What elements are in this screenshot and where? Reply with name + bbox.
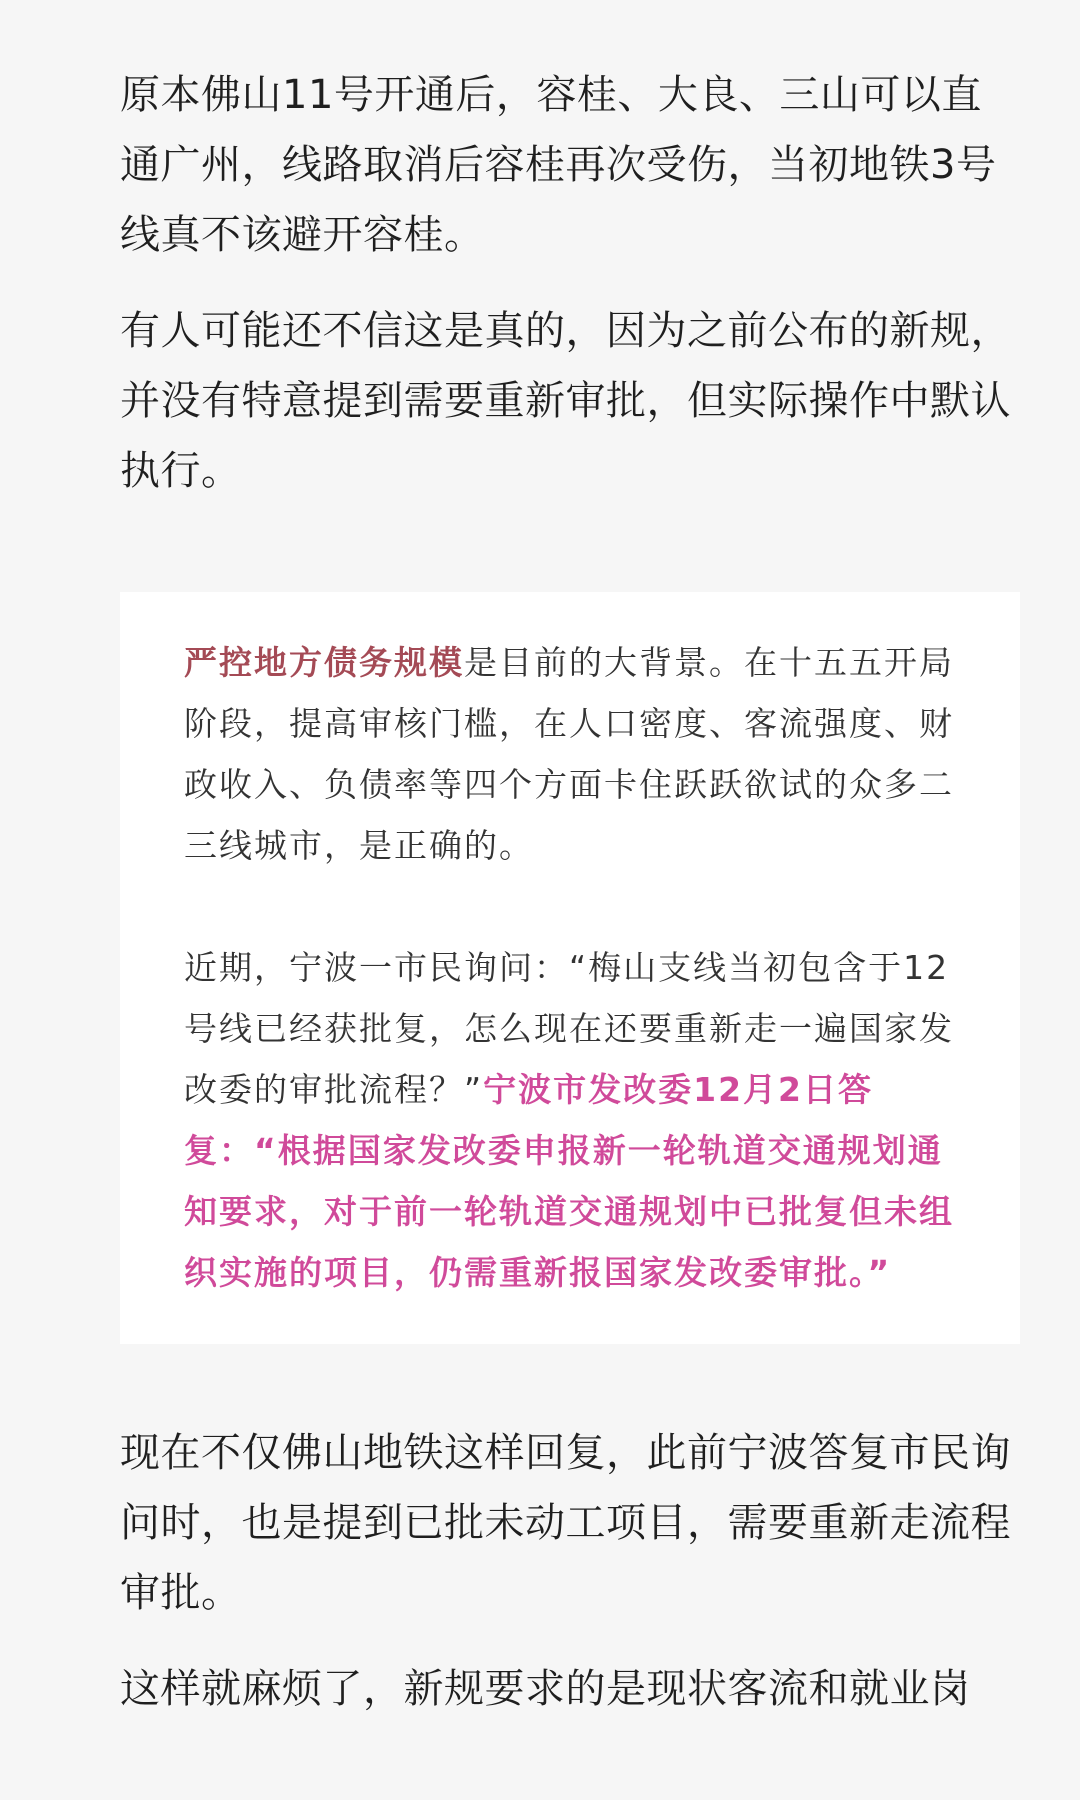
quote-paragraph-1	[184, 632, 956, 876]
paragraph-4: 这样就麻烦了，新规要求的是现状客流和就业岗	[120, 1666, 971, 1712]
quote-paragraph-2	[184, 937, 956, 1303]
quote-highlight-debt: 严控地方债务规模	[184, 643, 464, 682]
article-top	[120, 60, 1020, 506]
paragraph-2: 有人可能还不信这是真的，因为之前公布的新规，并没有特意提到需要重新审批，但实际操作中默认执行。	[120, 308, 1011, 494]
quote-text-1: 是目前的大背景。在十五五开局阶段，提高审核门槛，在人口密度、客流强度、财政收入、负债率等四个方面卡住跃跃欲试的众多二三线城市，是正确的。	[184, 643, 954, 865]
quoted-image-card	[120, 592, 1020, 1344]
paragraph-1: 原本佛山11号开通后，容桂、大良、三山可以直通广州，线路取消后容桂再次受伤，当初地铁3号线真不该避开容桂。	[120, 72, 997, 258]
paragraph-3: 现在不仅佛山地铁这样回复，此前宁波答复市民询问时，也是提到已批未动工项目，需要重新走流程审批。	[120, 1430, 1011, 1616]
article-bottom	[120, 1418, 1020, 1724]
quote-highlight-ningbo-reply: 宁波市发改委12月2日答复：“根据国家发改委申报新一轮轨道交通规划通知要求，对于前一轮轨道交通规划中已批复但未组织实施的项目，仍需重新报国家发改委审批。”	[184, 1070, 954, 1292]
quote-text-2: 近期，宁波一市民询问：“梅山支线当初包含于12号线已经获批复，怎么现在还要重新走一遍国家发改委的审批流程？”	[184, 948, 954, 1109]
